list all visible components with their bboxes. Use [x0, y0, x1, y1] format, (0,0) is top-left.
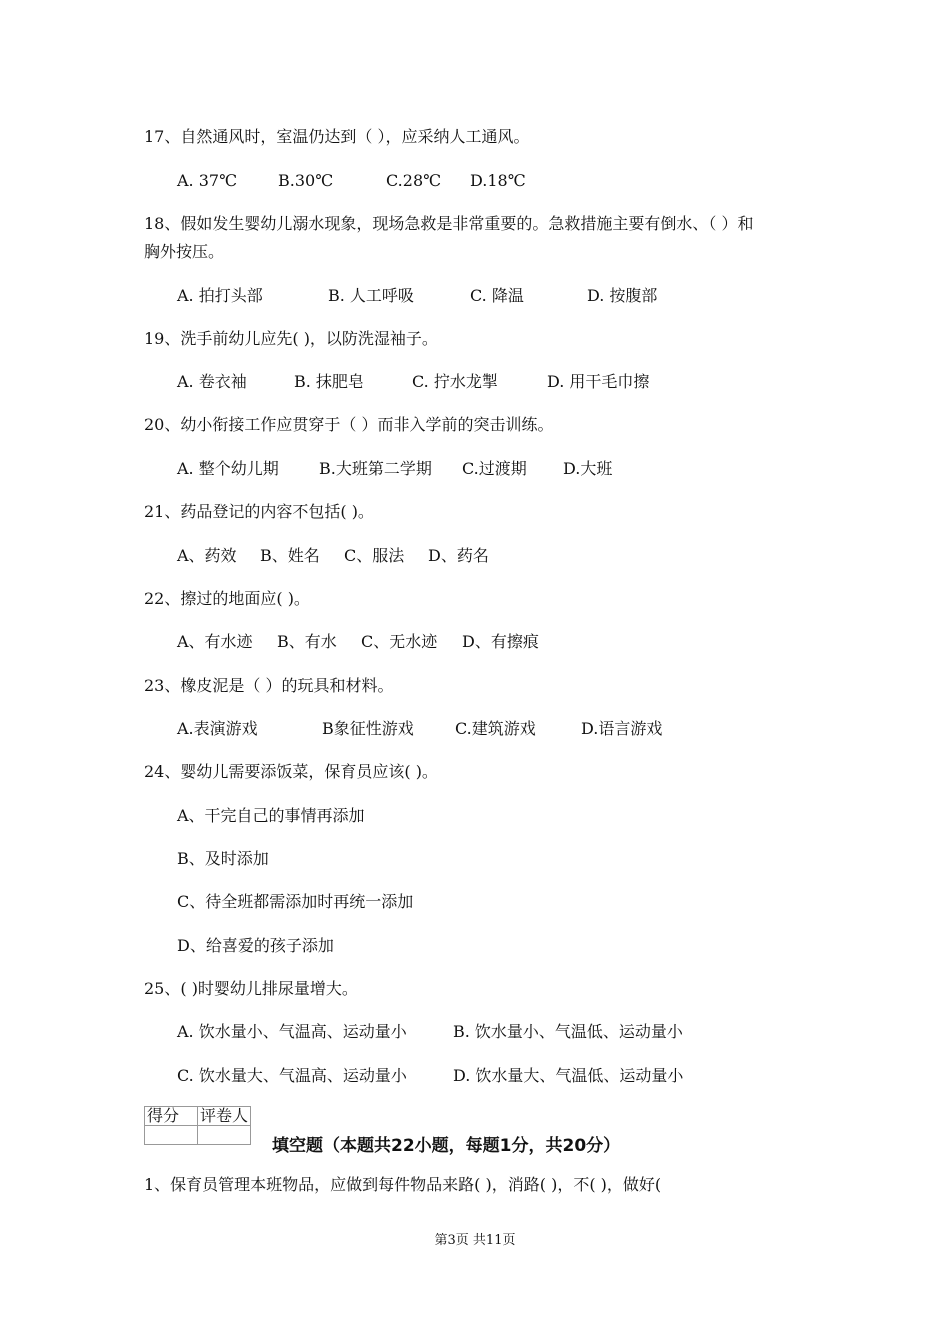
- question-25-options-row-2: [177, 1065, 683, 1087]
- question-23-options: [177, 718, 662, 740]
- option-a: A. 卷衣袖: [177, 372, 247, 391]
- question-20-stem: 20、幼小衔接工作应贯穿于（ ）而非入学前的突击训练。: [144, 415, 554, 434]
- question-24-option-b: B、及时添加: [177, 849, 269, 868]
- option-d: D. 用干毛巾擦: [547, 372, 650, 391]
- option-a: A.表演游戏: [177, 719, 258, 738]
- option-b: B. 抹肥皂: [294, 372, 364, 391]
- question-23-stem: 23、橡皮泥是（ ）的玩具和材料。: [144, 676, 394, 695]
- question-17-options: [177, 170, 526, 192]
- question-21-options: [177, 545, 489, 567]
- option-b: B.30℃: [278, 171, 334, 190]
- score-table: [144, 1106, 251, 1145]
- question-19-stem: 19、洗手前幼儿应先( )，以防洗湿袖子。: [144, 329, 438, 348]
- option-c: C、无水迹: [361, 632, 438, 651]
- score-label: 得分: [145, 1107, 198, 1126]
- question-18-options: [177, 285, 657, 307]
- option-c: C、服法: [344, 546, 405, 565]
- option-b: B象征性游戏: [322, 719, 414, 738]
- option-b: B. 人工呼吸: [328, 286, 414, 305]
- option-d: D、药名: [428, 546, 489, 565]
- question-25-options-row-1: [177, 1021, 683, 1043]
- option-a: A. 饮水量小、气温高、运动量小: [177, 1022, 407, 1041]
- question-22-stem: 22、擦过的地面应( )。: [144, 589, 310, 608]
- section-title: 填空题（本题共22小题，每题1分，共20分）: [272, 1136, 621, 1156]
- question-20-options: [177, 458, 612, 480]
- option-c: C. 降温: [470, 286, 524, 305]
- option-c: C.28℃: [386, 171, 442, 190]
- option-a: A. 37℃: [177, 171, 237, 190]
- score-cell[interactable]: [145, 1126, 198, 1145]
- option-a: A. 整个幼儿期: [177, 459, 279, 478]
- option-c: C.过渡期: [462, 459, 527, 478]
- question-21-stem: 21、药品登记的内容不包括( )。: [144, 502, 374, 521]
- option-a: A、有水迹: [177, 632, 253, 651]
- question-24-option-d: D、给喜爱的孩子添加: [177, 936, 334, 955]
- question-25-stem: 25、( )时婴幼儿排尿量增大。: [144, 979, 358, 998]
- option-d: D.大班: [563, 459, 613, 478]
- option-d: D. 按腹部: [587, 286, 658, 305]
- option-c: C. 饮水量大、气温高、运动量小: [177, 1066, 407, 1085]
- option-d: D、有擦痕: [462, 632, 539, 651]
- question-24-option-a: A、干完自己的事情再添加: [177, 806, 365, 825]
- option-a: A. 拍打头部: [177, 286, 263, 305]
- option-b: B.大班第二学期: [319, 459, 432, 478]
- question-24-option-c: C、待全班都需添加时再统一添加: [177, 892, 414, 911]
- question-17-stem: 17、自然通风时，室温仍达到（ ），应采纳人工通风。: [144, 127, 530, 146]
- question-24-stem: 24、婴幼儿需要添饭菜，保育员应该( )。: [144, 762, 438, 781]
- option-a: A、药效: [177, 546, 237, 565]
- grader-label: 评卷人: [198, 1107, 251, 1126]
- option-d: D. 饮水量大、气温低、运动量小: [453, 1066, 684, 1085]
- question-18-stem-continued: 胸外按压。: [144, 242, 225, 261]
- option-b: B. 饮水量小、气温低、运动量小: [453, 1022, 683, 1041]
- page-footer: 第3页 共11页: [434, 1233, 516, 1248]
- option-b: B、有水: [277, 632, 337, 651]
- option-d: D.18℃: [470, 171, 526, 190]
- option-c: C. 拧水龙掣: [412, 372, 498, 391]
- option-c: C.建筑游戏: [455, 719, 536, 738]
- grader-cell[interactable]: [198, 1126, 251, 1145]
- option-d: D.语言游戏: [581, 719, 663, 738]
- option-b: B、姓名: [260, 546, 320, 565]
- question-18-stem: 18、假如发生婴幼儿溺水现象，现场急救是非常重要的。急救措施主要有倒水、（ ）和: [144, 214, 754, 233]
- fill-in-question-1: 1、保育员管理本班物品，应做到每件物品来路( )，消路( )，不( )，做好(: [144, 1175, 662, 1194]
- question-22-options: [177, 631, 539, 653]
- question-19-options: [177, 371, 649, 393]
